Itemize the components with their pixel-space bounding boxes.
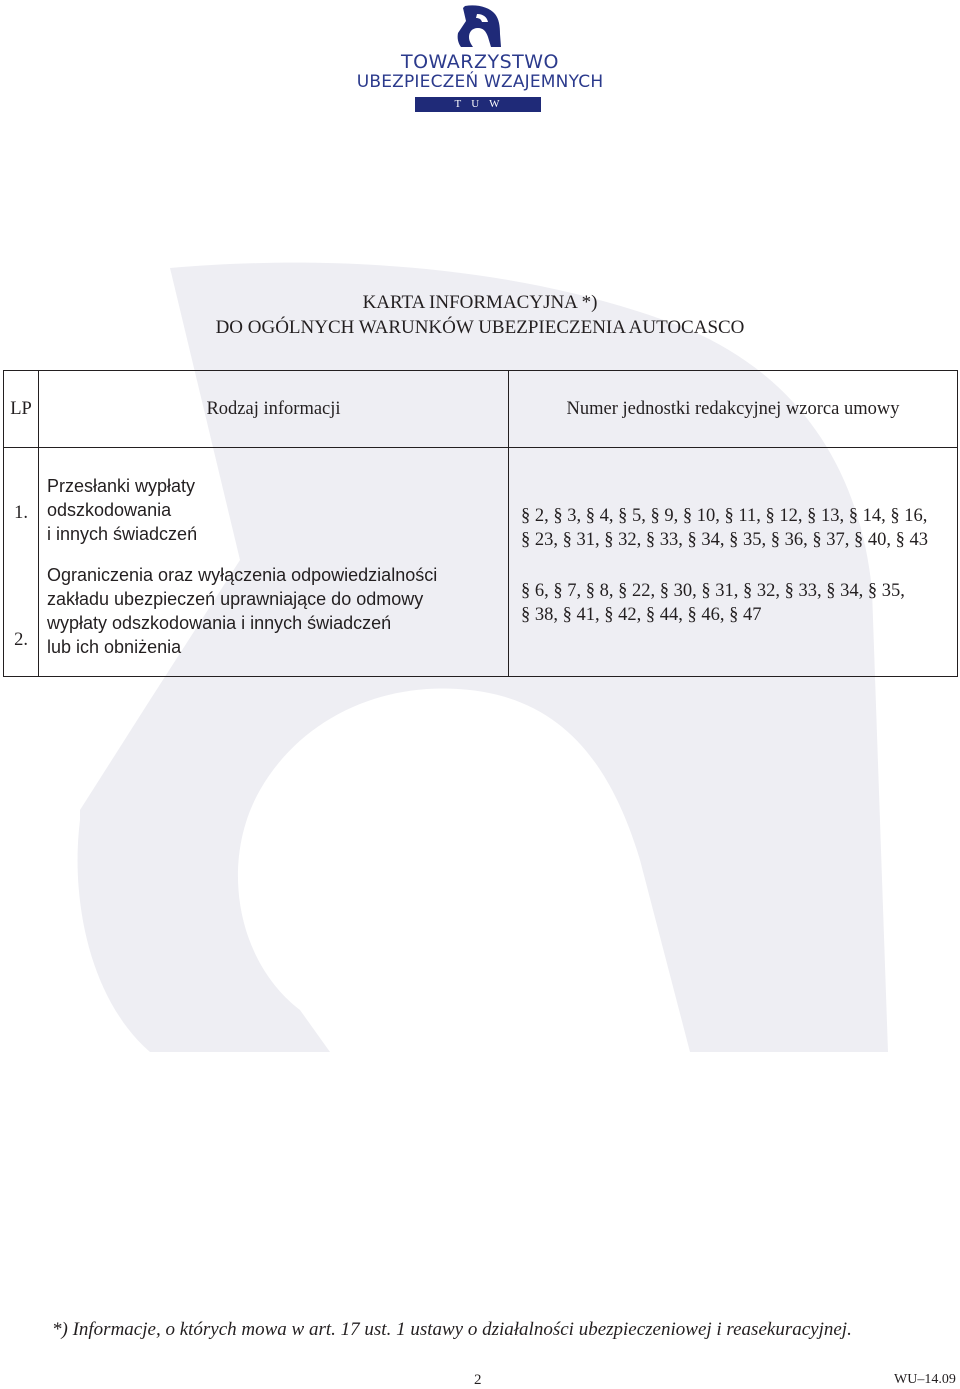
document-code: WU–14.09 <box>894 1372 956 1387</box>
text-line: wypłaty odszkodowania i innych świadczeń <box>47 612 392 633</box>
row-number: 1. <box>14 503 28 523</box>
header-numer: Numer jednostki redakcyjnej wzorca umowy <box>509 371 958 448</box>
logo-line-1: TOWARZYSTWO <box>400 51 560 73</box>
information-table <box>3 370 958 677</box>
text-line: Przesłanki wypłaty <box>47 475 196 496</box>
row-number: 2. <box>14 630 28 650</box>
title-line-2: DO OGÓLNYCH WARUNKÓW UBEZPIECZENIA AUTOCASCO <box>215 317 745 338</box>
table-header-row <box>4 371 958 448</box>
item-2-description <box>47 563 508 659</box>
numer-cell <box>509 448 958 677</box>
text-line: § 2, § 3, § 4, § 5, § 9, § 10, § 11, § 12, § 13, § 14, § 16, <box>521 505 928 526</box>
text-line: i innych świadczeń <box>47 523 198 544</box>
text-line: lub ich obniżenia <box>47 636 182 657</box>
document-title <box>0 290 960 340</box>
text-line: Ograniczenia oraz wyłączenia odpowiedzialności <box>47 564 438 585</box>
text-line: § 6, § 7, § 8, § 22, § 30, § 31, § 32, § 33, § 34, § 35, <box>521 580 905 601</box>
text-line: § 23, § 31, § 32, § 33, § 34, § 35, § 36, § 37, § 40, § 43 <box>521 529 928 550</box>
logo-line-2: UBEZPIECZEŃ WZAJEMNYCH <box>356 72 604 92</box>
text-line: odszkodowania <box>47 499 172 520</box>
table-row <box>4 448 958 677</box>
text-line: § 38, § 41, § 42, § 44, § 46, § 47 <box>521 604 762 625</box>
text-line: zakładu ubezpieczeń uprawniające do odmowy <box>47 588 424 609</box>
footnote: *) Informacje, o których mowa w art. 17 ust. 1 ustawy o działalności ubezpieczeniowej i reasekuracyjnej. <box>52 1319 852 1340</box>
header-rodzaj: Rodzaj informacji <box>39 371 509 448</box>
company-logo <box>355 4 605 112</box>
rodzaj-cell <box>39 448 509 677</box>
item-2-paragraphs <box>521 579 957 627</box>
header-lp: LP <box>4 371 39 448</box>
item-1-paragraphs <box>521 504 957 552</box>
tuw-emblem-icon <box>457 4 503 48</box>
logo-bar: TUW <box>415 97 541 112</box>
page-number: 2 <box>474 1372 482 1388</box>
item-1-description <box>47 474 508 546</box>
title-line-1: KARTA INFORMACYJNA *) <box>362 292 598 313</box>
lp-cell <box>4 448 39 677</box>
